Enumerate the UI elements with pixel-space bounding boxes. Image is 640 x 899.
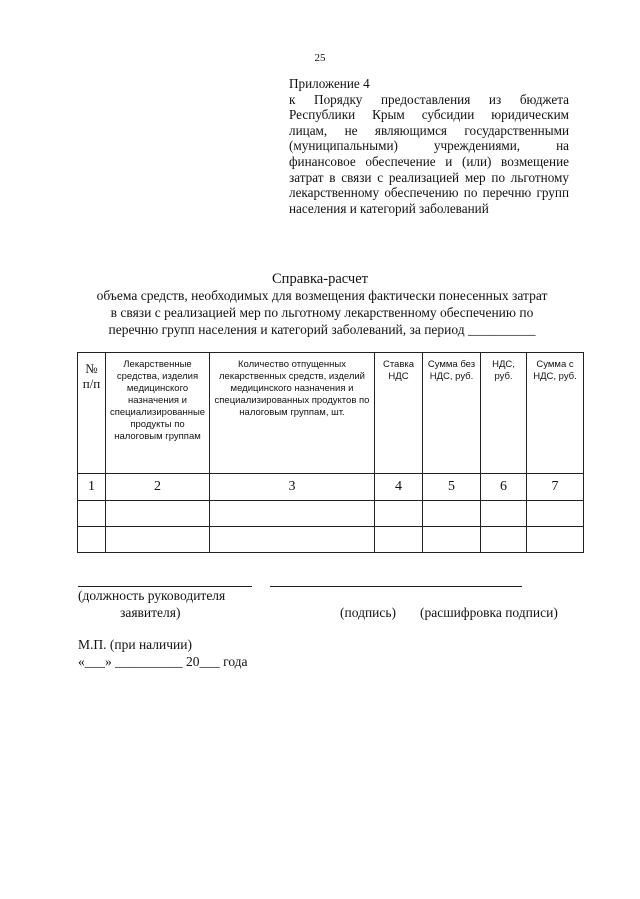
signature-line: [270, 586, 522, 587]
table-cell: [527, 527, 584, 553]
table-cell: [78, 501, 106, 527]
table-cell: [481, 527, 527, 553]
document-subtitle: [72, 287, 572, 338]
header-cell-vat-rate: Ставка НДС: [375, 353, 423, 474]
table-cell: [106, 527, 210, 553]
table-cell: [527, 501, 584, 527]
position-signature-line: [78, 586, 252, 587]
header-cell-number: № п/п: [78, 353, 106, 474]
index-cell: 3: [210, 474, 375, 501]
appendix-title: Приложение 4: [289, 76, 370, 91]
table-cell: [78, 527, 106, 553]
index-cell: 4: [375, 474, 423, 501]
position-label-line1: (должность руководителя: [78, 588, 226, 603]
appendix-body: к Порядку предоставления из бюджета Республики Крым субсидии юридическим лицам, не являющимся государственными (муниципальными) учреждениями, на финансовое обеспечение и (или) возмещение затрат в связи с реализацией мер по льготному лекарственному обеспечению по перечню групп населения и категорий заболеваний: [289, 91, 569, 216]
header-cell-sum-with-vat: Сумма с НДС, руб.: [527, 353, 584, 474]
position-label-line2: заявителя): [120, 605, 181, 620]
index-cell: 2: [106, 474, 210, 501]
table-cell: [210, 527, 375, 553]
header-cell-products: Лекарственные средства, изделия медицинского назначения и специализированные продукты по налоговым группам: [106, 353, 210, 474]
index-cell: 7: [527, 474, 584, 501]
header-cell-sum-without-vat: Сумма без НДС, руб.: [423, 353, 481, 474]
index-cell: 5: [423, 474, 481, 501]
document-title: Справка-расчет: [272, 271, 368, 287]
header-cell-vat: НДС, руб.: [481, 353, 527, 474]
index-cell: 1: [78, 474, 106, 501]
table-cell: [423, 527, 481, 553]
table-header-row: [78, 353, 584, 474]
table-index-row: [78, 474, 584, 501]
table-cell: [106, 501, 210, 527]
subtitle-line: перечню групп населения и категорий заболеваний, за период __________: [108, 322, 536, 337]
table-row: [78, 501, 584, 527]
header-cell-quantity: Количество отпущенных лекарственных средств, изделий медицинского назначения и специализированных продуктов по налоговым группам, шт.: [210, 353, 375, 474]
date-line: «___» __________ 20___ года: [78, 654, 248, 669]
signature-label: (подпись): [340, 605, 397, 620]
index-cell: 6: [481, 474, 527, 501]
subtitle-line: объема средств, необходимых для возмещения фактически понесенных затрат: [96, 288, 548, 303]
subtitle-line: в связи с реализацией мер по льготному лекарственному обеспечению по: [110, 305, 534, 320]
stamp-label: М.П. (при наличии): [78, 637, 192, 652]
table-cell: [375, 527, 423, 553]
appendix-block: [289, 76, 569, 216]
table-cell: [423, 501, 481, 527]
signature-decode-label: (расшифровка подписи): [420, 605, 558, 620]
table-row: [78, 527, 584, 553]
calculation-table: [77, 352, 584, 553]
table-cell: [375, 501, 423, 527]
page-number: 25: [314, 52, 326, 64]
table-cell: [210, 501, 375, 527]
table-cell: [481, 501, 527, 527]
